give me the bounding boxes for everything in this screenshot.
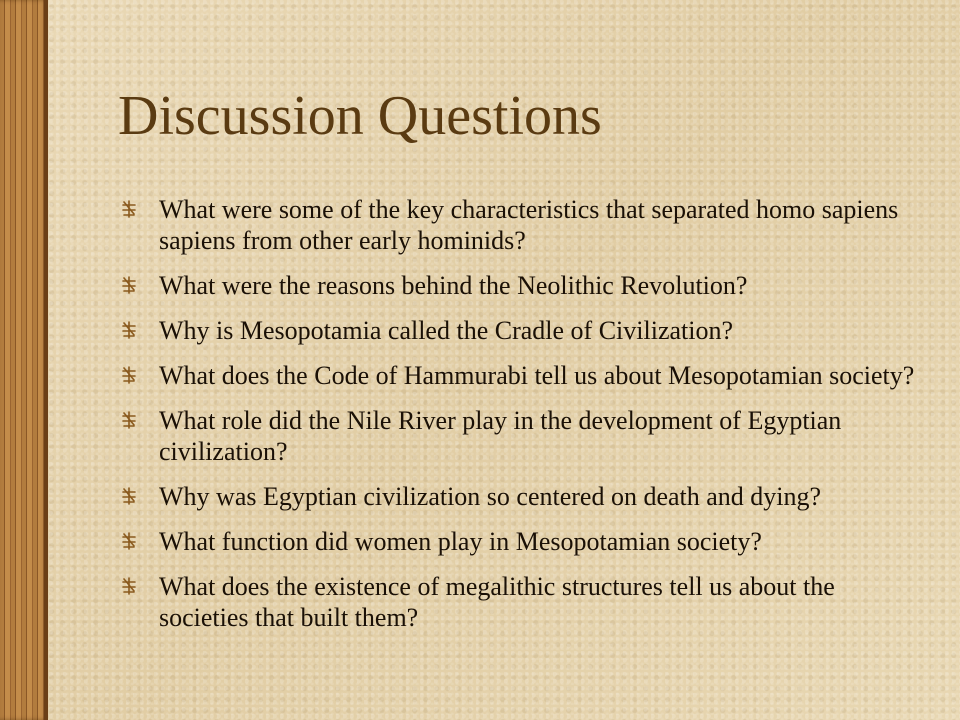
bullet-item [118,571,918,633]
bullet-item [118,194,918,256]
wood-border [0,0,48,720]
bullet-item [118,481,918,512]
sheaf-icon [121,532,137,550]
sheaf-icon [121,276,137,294]
slide-title: Discussion Questions [118,85,602,147]
bullet-text: Why was Egyptian civilization so centered on death and dying? [159,482,822,511]
bullet-text: What role did the Nile River play in the development of Egyptian civilization? [159,406,842,466]
bullet-text: What were the reasons behind the Neolithic Revolution? [159,271,748,300]
bullet-item [118,405,918,467]
bullet-text: What were some of the key characteristics that separated homo sapiens sapiens from other early hominids? [159,195,899,255]
bullet-item [118,315,918,346]
bullet-item [118,270,918,301]
sheaf-icon [121,487,137,505]
bullet-text: What function did women play in Mesopotamian society? [159,527,762,556]
bullet-text: What does the existence of megalithic structures tell us about the societies that built them? [159,572,835,632]
sheaf-icon [121,200,137,218]
sheaf-icon [121,321,137,339]
bullet-text: Why is Mesopotamia called the Cradle of Civilization? [159,316,734,345]
bullet-text: What does the Code of Hammurabi tell us about Mesopotamian society? [159,361,915,390]
sheaf-icon [121,411,137,429]
bullet-item [118,526,918,557]
sheaf-icon [121,577,137,595]
bullet-item [118,360,918,391]
bullet-list [118,194,918,647]
sheaf-icon [121,366,137,384]
